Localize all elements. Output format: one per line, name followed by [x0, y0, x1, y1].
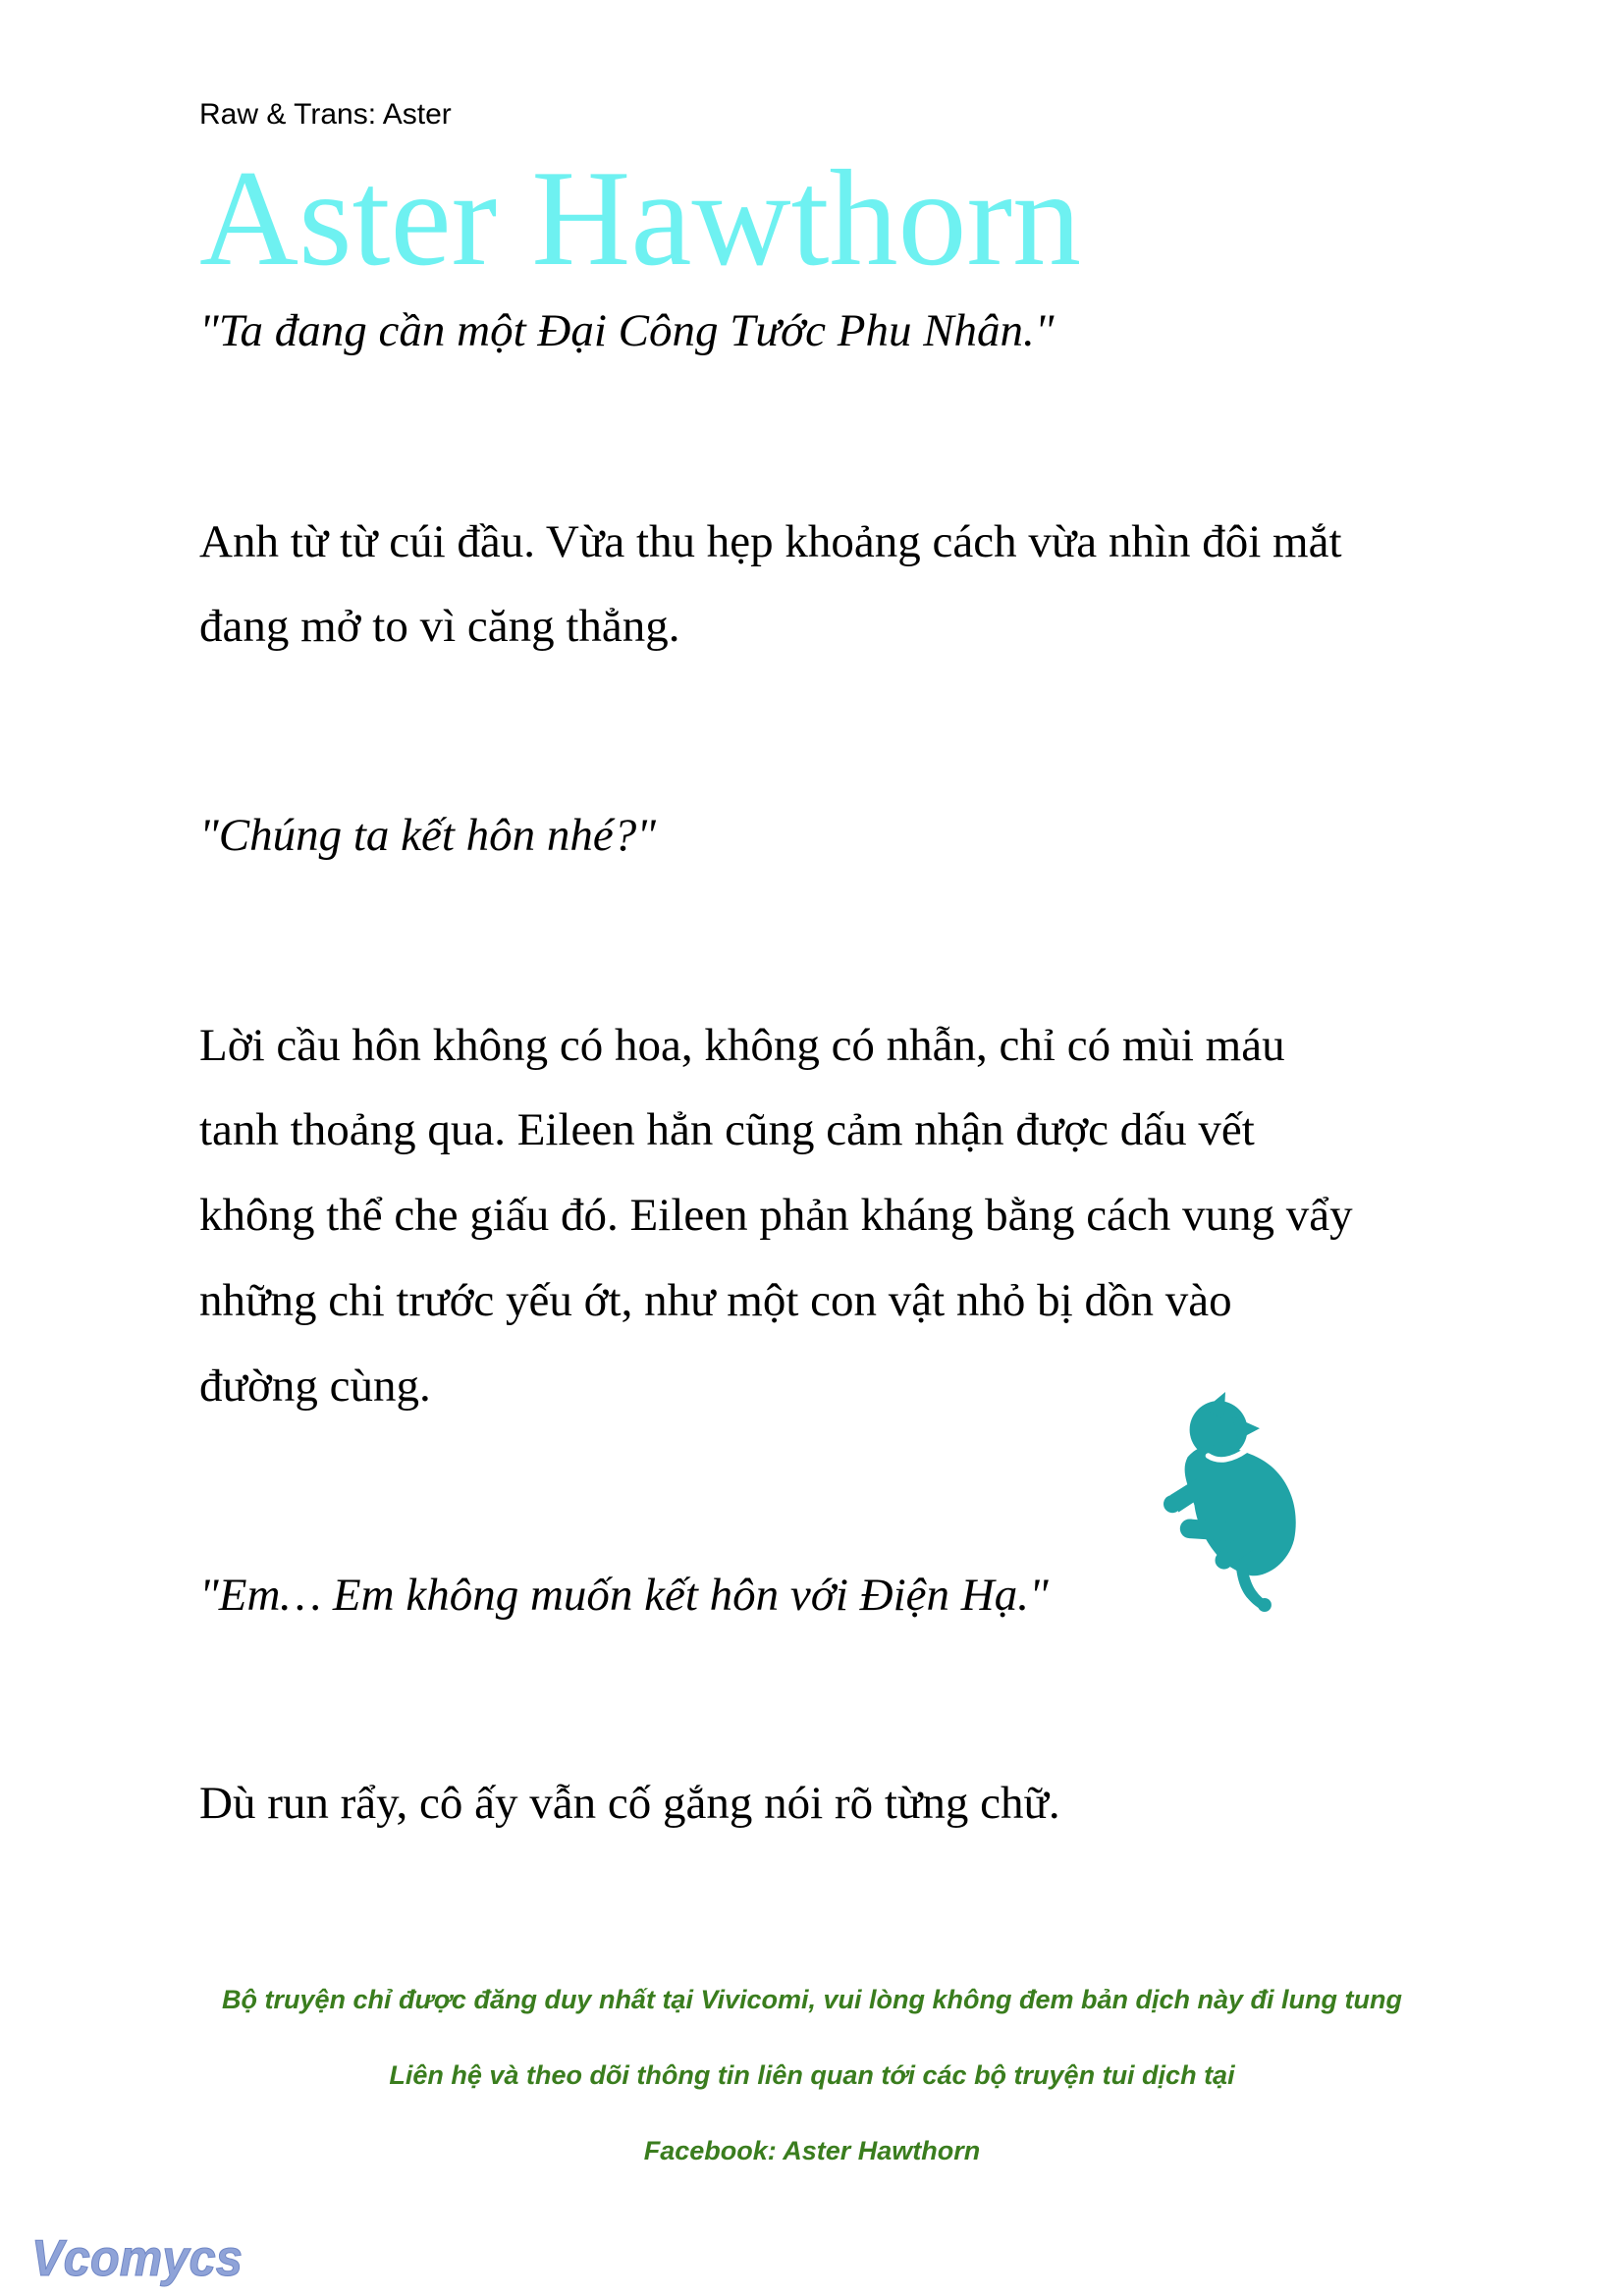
cat-icon	[1129, 1345, 1335, 1659]
body-line: Anh từ từ cúi đầu. Vừa thu hẹp khoảng cách vừa nhìn đôi mắt	[199, 516, 1342, 567]
body-line: Dù run rẩy, cô ấy vẫn cố gắng nói rõ từng chữ.	[199, 1778, 1060, 1829]
vcomycs-logo	[27, 2216, 253, 2295]
body-line: đang mở to vì căng thẳng.	[199, 601, 680, 652]
footer-contact: Liên hệ và theo dõi thông tin liên quan tới các bộ truyện tui dịch tại	[389, 2060, 1235, 2090]
footer-facebook[interactable]: Facebook: Aster Hawthorn	[643, 2136, 981, 2165]
dialogue-line: "Chúng ta kết hôn nhé?"	[199, 810, 657, 861]
body-line: Lời cầu hôn không có hoa, không có nhẫn, chỉ có mùi máu	[199, 1020, 1285, 1071]
dialogue-line: "Em… Em không muốn kết hôn với Điện Hạ."	[199, 1570, 1049, 1621]
translator-credit: Raw & Trans: Aster	[199, 98, 452, 131]
body-line: không thể che giấu đó. Eileen phản kháng bằng cách vung vẩy	[199, 1190, 1353, 1241]
watermark-text: Aster Hawthorn	[199, 142, 1082, 294]
dialogue-line: "Ta đang cần một Đại Công Tước Phu Nhân."	[199, 305, 1055, 356]
body-line: những chi trước yếu ớt, như một con vật nhỏ bị dồn vào	[199, 1275, 1232, 1326]
logo-text: Vcomycs	[31, 2230, 243, 2287]
body-line: tanh thoảng qua. Eileen hẳn cũng cảm nhận được dấu vết	[199, 1104, 1255, 1155]
footer-notice: Bộ truyện chỉ được đăng duy nhất tại Vivicomi, vui lòng không đem bản dịch này đi lung tung	[222, 1985, 1402, 2014]
body-line: đường cùng.	[199, 1361, 431, 1412]
